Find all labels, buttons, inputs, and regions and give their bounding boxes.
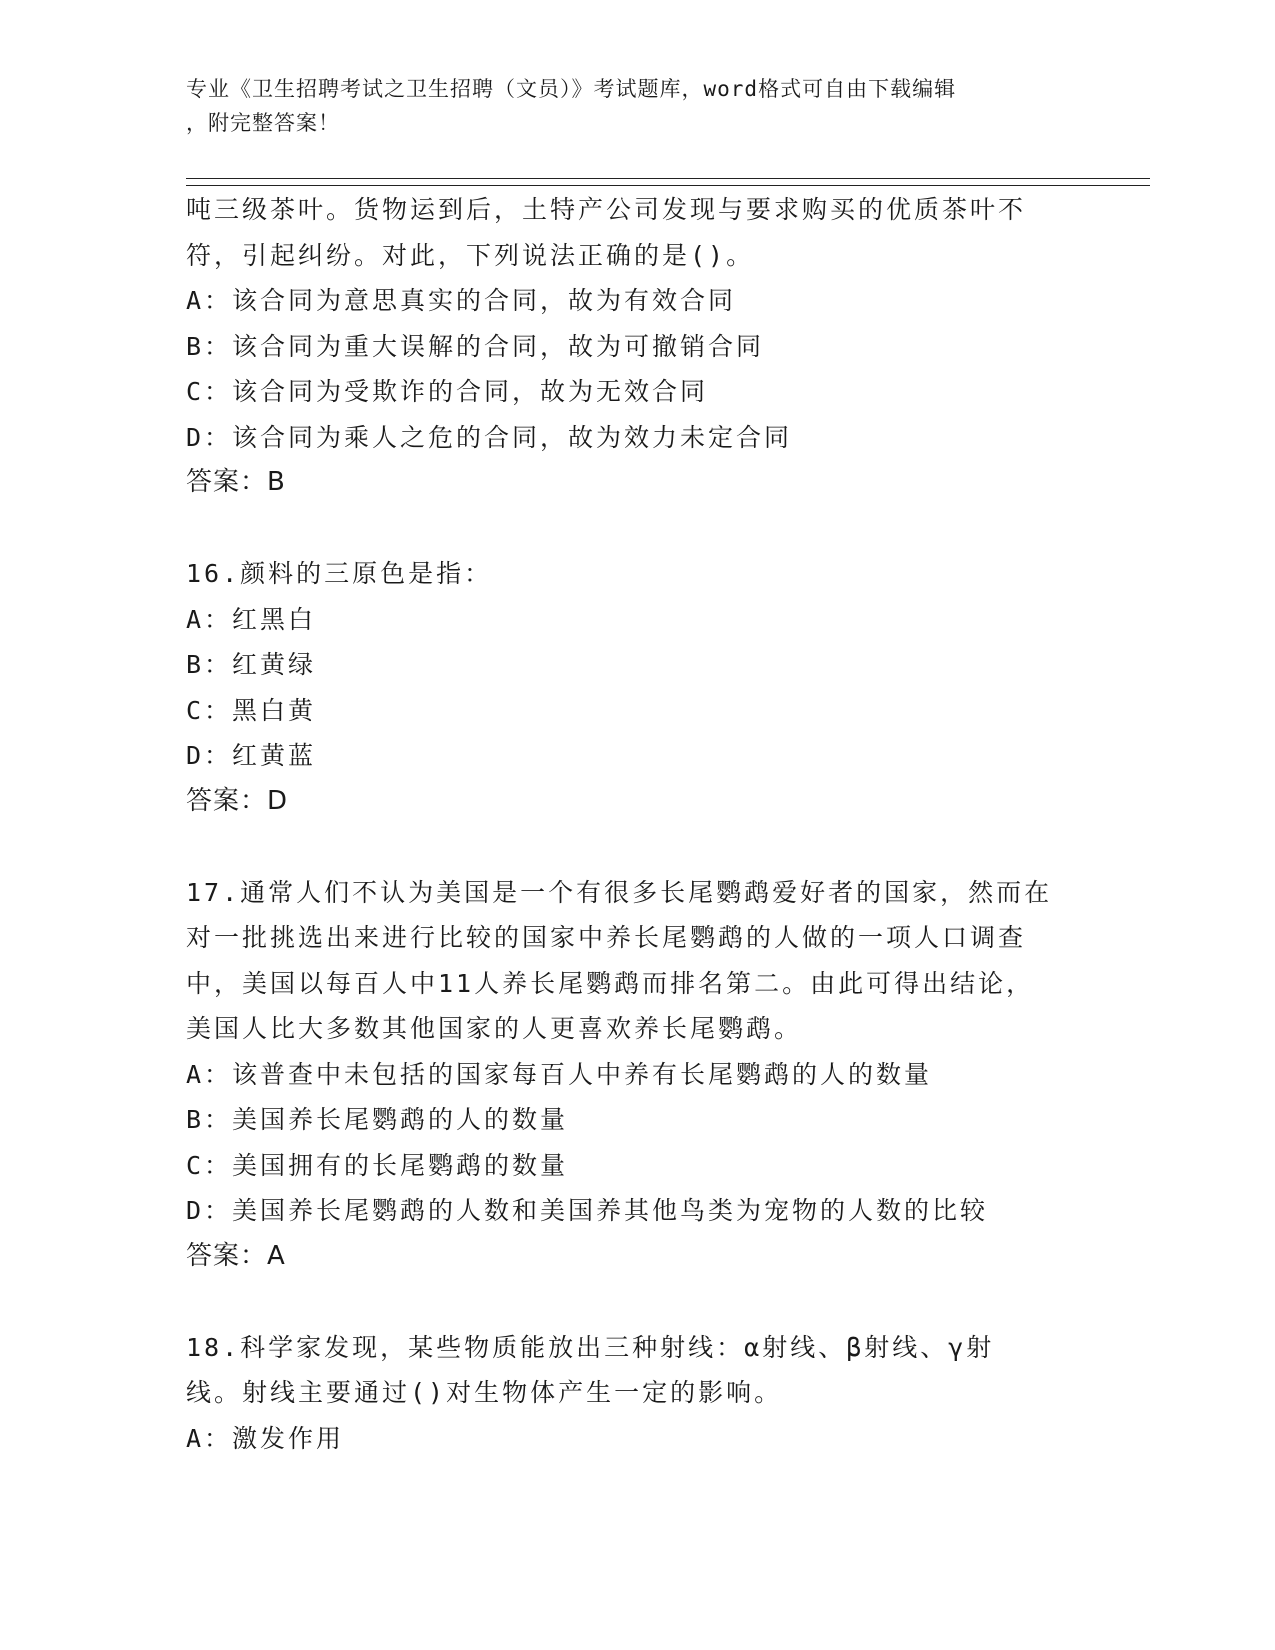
header-divider-top: [186, 178, 1150, 179]
option-d: D：红黄蓝: [186, 741, 317, 770]
header-divider-bottom: [186, 185, 1150, 186]
header-line-2: ，附完整答案！: [186, 111, 340, 135]
question-content: [186, 187, 1086, 1461]
spacer: [186, 1279, 1086, 1325]
answer-line: 答案：B: [186, 467, 286, 497]
option-a: A：该普查中未包括的国家每百人中养有长尾鹦鹉的人的数量: [186, 1059, 933, 1089]
question-stem-line: 符，引起纠纷。对此，下列说法正确的是()。: [186, 240, 755, 270]
answer-line: 答案：D: [186, 785, 289, 816]
option-a: A：激发作用: [186, 1423, 345, 1453]
question-18: [186, 1325, 1086, 1462]
question-stem-line: 美国人比大多数其他国家的人更喜欢养长尾鹦鹉。: [186, 1014, 803, 1043]
question-16: [186, 551, 1086, 824]
option-b: B：美国养长尾鹦鹉的人的数量: [186, 1105, 569, 1134]
question-stem-line: 中，美国以每百人中11人养长尾鹦鹉而排名第二。由此可得出结论，: [186, 968, 1035, 998]
question-stem-line: 线。射线主要通过()对生物体产生一定的影响。: [186, 1378, 783, 1407]
option-b: B：该合同为重大误解的合同，故为可撤销合同: [186, 331, 765, 361]
document-header: [186, 72, 1066, 140]
option-d: D：美国养长尾鹦鹉的人数和美国养其他鸟类为宠物的人数的比较: [186, 1196, 989, 1225]
question-stem-line: 17.通常人们不认为美国是一个有很多长尾鹦鹉爱好者的国家，然而在: [186, 877, 1053, 907]
question-15: [186, 187, 1086, 506]
header-line-1: 专业《卫生招聘考试之卫生招聘（文员）》考试题库，word格式可自由下载编辑: [186, 77, 957, 101]
option-c: C：该合同为受欺诈的合同，故为无效合同: [186, 377, 709, 406]
option-d: D：该合同为乘人之危的合同，故为效力未定合同: [186, 422, 793, 452]
spacer: [186, 506, 1086, 552]
option-c: C：美国拥有的长尾鹦鹉的数量: [186, 1150, 569, 1180]
spacer: [186, 824, 1086, 870]
question-stem-line: 对一批挑选出来进行比较的国家中养长尾鹦鹉的人做的一项人口调查: [186, 923, 1027, 952]
option-c: C：黑白黄: [186, 695, 317, 725]
option-b: B：红黄绿: [186, 650, 317, 679]
question-stem-line: 吨三级茶叶。货物运到后，土特产公司发现与要求购买的优质茶叶不: [186, 195, 1027, 224]
question-stem-line: 16.颜料的三原色是指：: [186, 559, 493, 588]
question-17: [186, 870, 1086, 1280]
answer-line: 答案：A: [186, 1240, 286, 1271]
option-a: A：该合同为意思真实的合同，故为有效合同: [186, 286, 737, 315]
question-stem-line: 18.科学家发现，某些物质能放出三种射线：α射线、β射线、γ射: [186, 1332, 995, 1362]
option-a: A：红黑白: [186, 604, 317, 634]
